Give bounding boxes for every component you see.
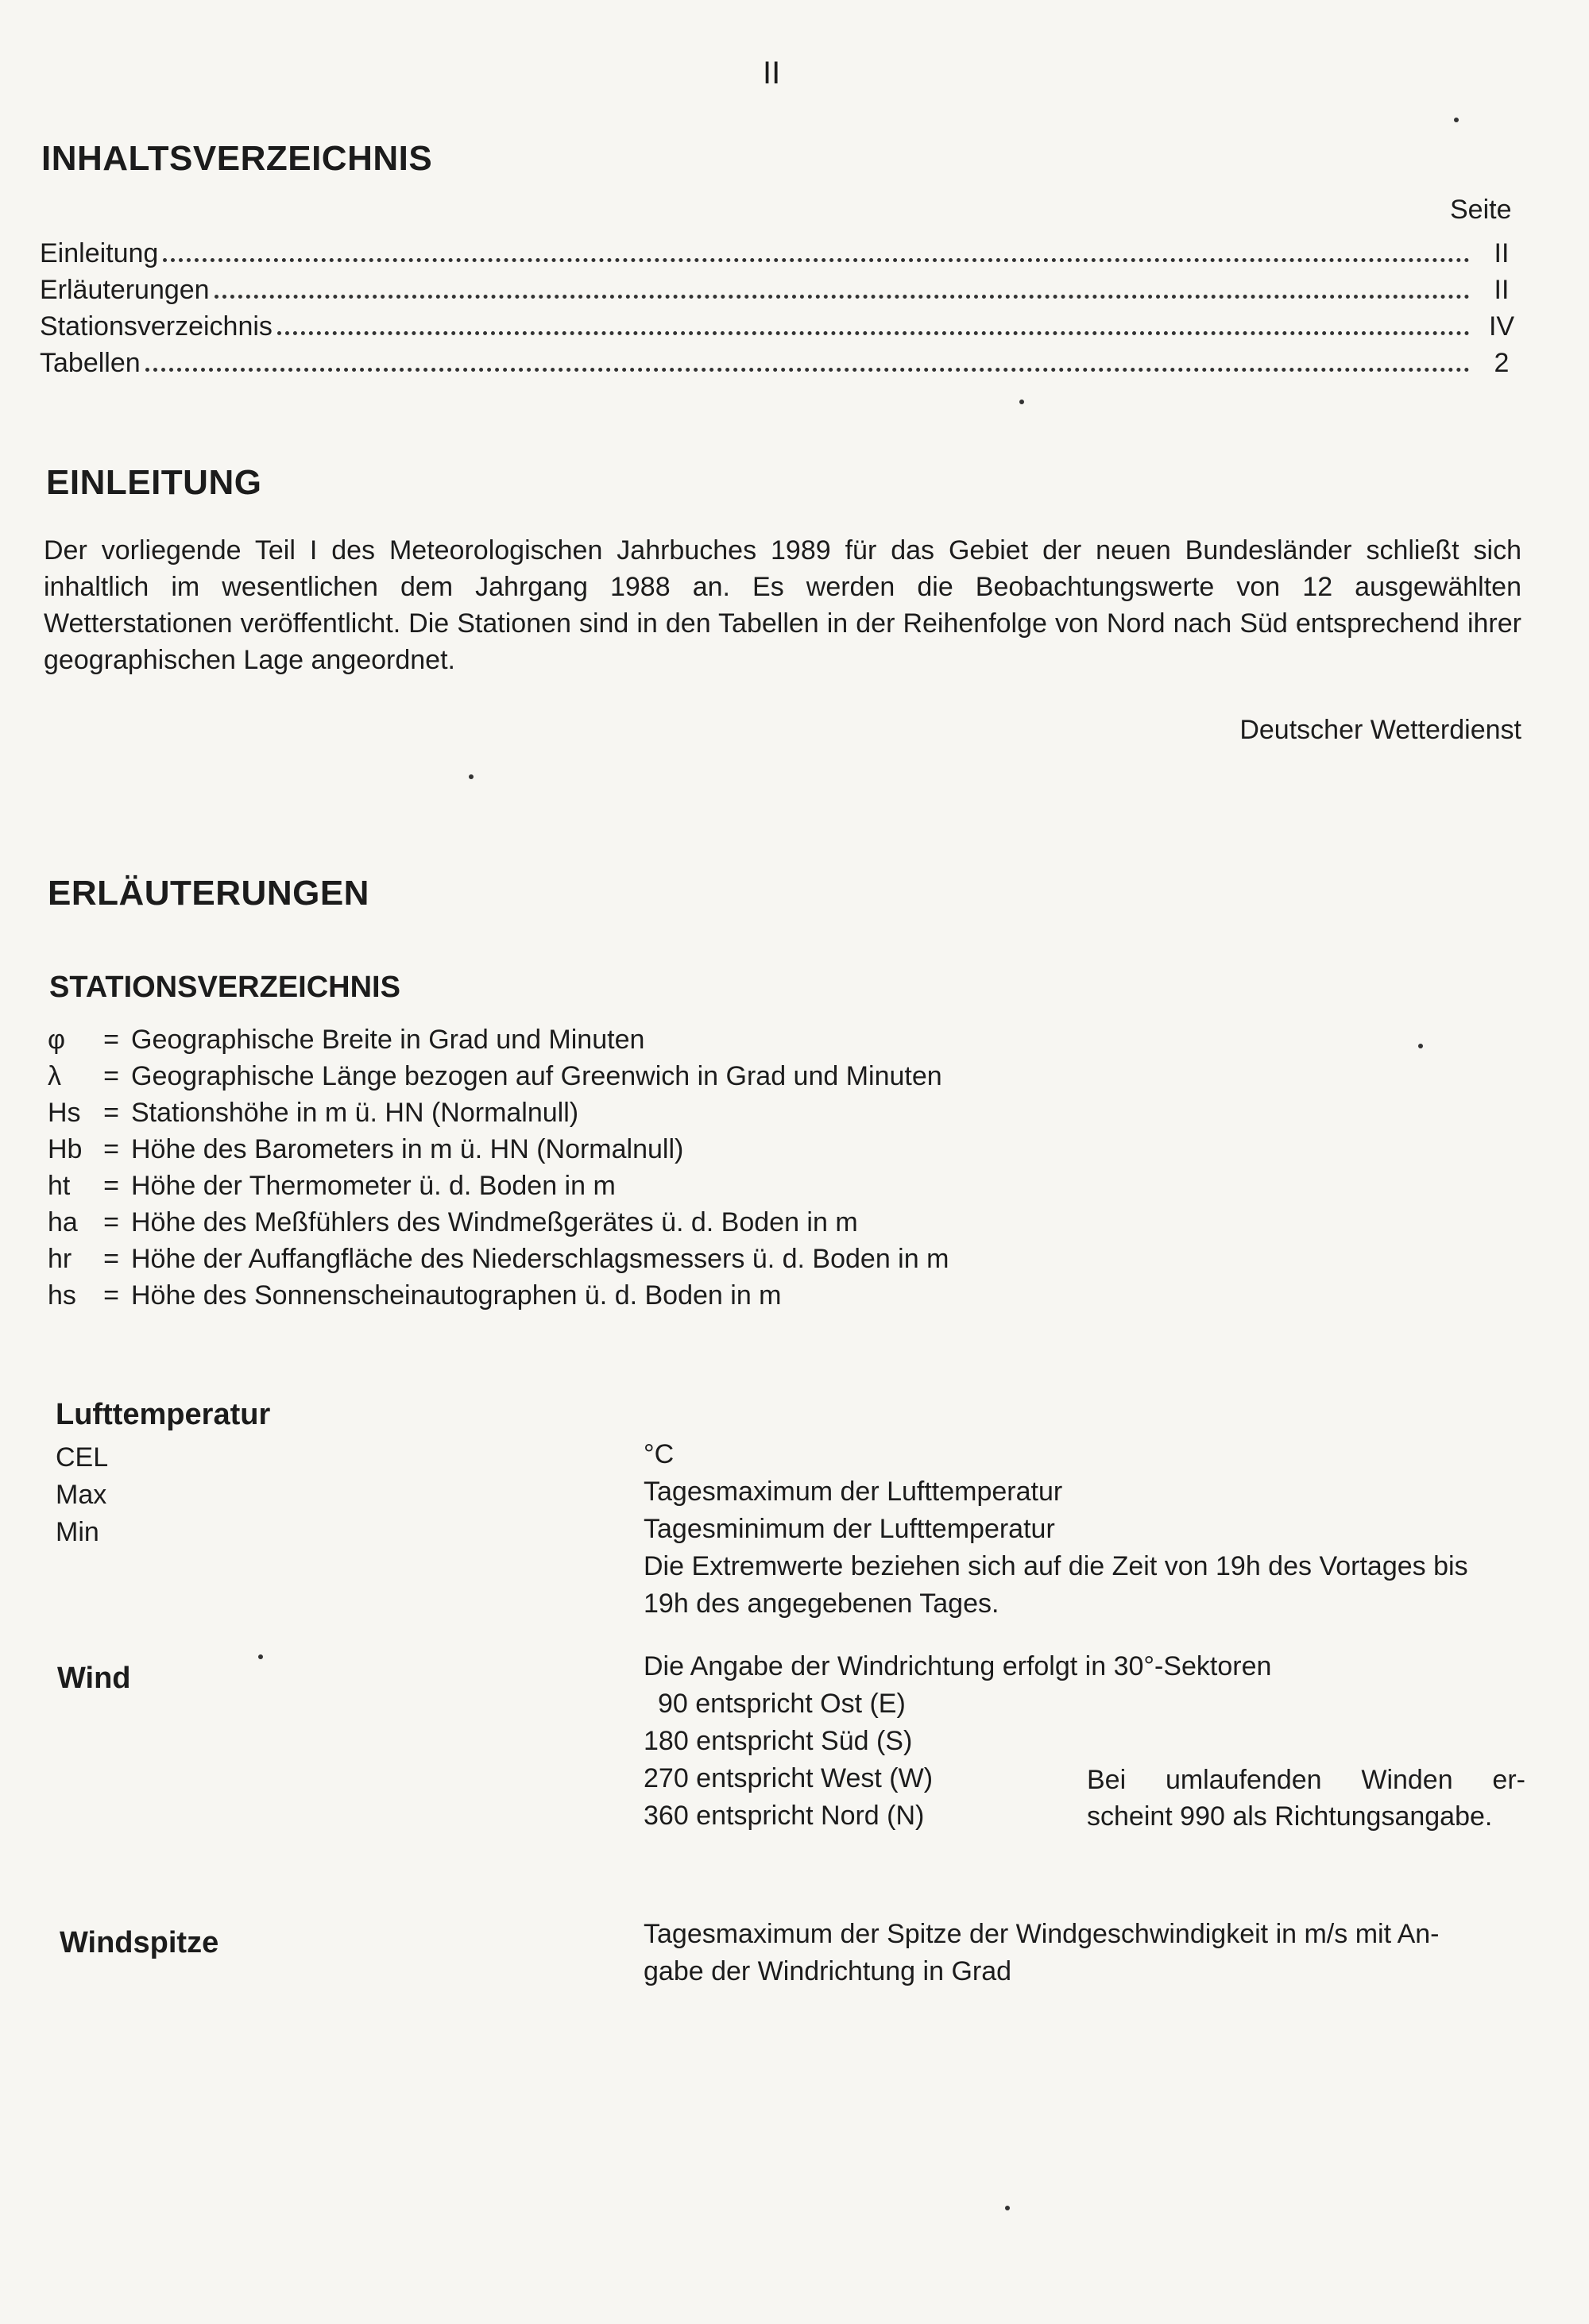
- station-legend-row: [48, 1207, 949, 1244]
- einleitung-text: Der vorliegende Teil I des Meteorologischen Jahrbuches 1989 für das Gebiet der neuen Bundesländer schließt sich inhaltlich im wesentlichen dem Jahrgang 1988 an. Es werden die Beobachtungswerte von 12 ausgewählten Wetterstationen veröffentlicht. Die Stationen sind in den Tabellen in der Reihenfolge von Nord nach Süd entsprechend ihrer geographischen Lage angeordnet.: [44, 535, 1521, 675]
- toc-title: INHALTSVERZEICHNIS: [41, 139, 433, 178]
- toc-entry-page: IV: [1488, 311, 1515, 342]
- equals-sign: =: [103, 1134, 119, 1164]
- temp-note-line: Die Extremwerte beziehen sich auf die Zeit von 19h des Vortages bis: [644, 1551, 1468, 1581]
- legend-symbol: Hb: [48, 1134, 83, 1164]
- station-legend: [48, 1025, 949, 1317]
- einleitung-title: EINLEITUNG: [46, 463, 262, 502]
- legend-text: Höhe der Thermometer ü. d. Boden in m: [131, 1171, 616, 1201]
- toc-list: [40, 238, 1525, 384]
- legend-symbol: ht: [48, 1171, 71, 1201]
- legend-text: Höhe des Meßfühlers des Windmeßgerätes ü. d. Boden in m: [131, 1207, 858, 1237]
- lufttemperatur-title: Lufttemperatur: [56, 1398, 271, 1431]
- windspitze-line: gabe der Windrichtung in Grad: [644, 1956, 1012, 1986]
- toc-page-header: Seite: [1450, 195, 1512, 225]
- station-legend-row: [48, 1171, 949, 1207]
- equals-sign: =: [103, 1098, 119, 1128]
- wind-direction: 90 entspricht Ost (E): [658, 1689, 906, 1719]
- toc-leader-dots: [277, 331, 1470, 335]
- equals-sign: =: [103, 1207, 119, 1237]
- legend-symbol: hr: [48, 1244, 72, 1274]
- scan-speck: [1019, 400, 1024, 404]
- legend-text: Geographische Länge bezogen auf Greenwich in Grad und Minuten: [131, 1061, 942, 1091]
- scan-speck: [1454, 118, 1459, 122]
- toc-entry-label: Einleitung: [40, 238, 159, 268]
- toc-leader-dots: [145, 368, 1470, 372]
- legend-symbol: λ: [48, 1061, 61, 1091]
- windspitze-title: Windspitze: [60, 1926, 219, 1959]
- station-legend-row: [48, 1061, 949, 1098]
- toc-entry: [40, 275, 1525, 311]
- equals-sign: =: [103, 1025, 119, 1055]
- toc-entry: [40, 311, 1525, 348]
- toc-entry-page: II: [1494, 238, 1510, 268]
- wind-title: Wind: [57, 1662, 131, 1695]
- scan-speck: [469, 774, 474, 779]
- station-legend-row: [48, 1025, 949, 1061]
- temp-key: Max: [56, 1480, 107, 1510]
- legend-text: Höhe des Sonnenscheinautographen ü. d. Boden in m: [131, 1280, 782, 1311]
- legend-symbol: φ: [48, 1025, 66, 1055]
- legend-text: Stationshöhe in m ü. HN (Normalnull): [131, 1098, 579, 1128]
- toc-entry: [40, 348, 1525, 384]
- toc-leader-dots: [215, 295, 1470, 299]
- temp-note-line: 19h des angegebenen Tages.: [644, 1589, 999, 1619]
- station-legend-row: [48, 1134, 949, 1171]
- equals-sign: =: [103, 1171, 119, 1201]
- wind-direction: 270 entspricht West (W): [644, 1763, 934, 1793]
- temp-key: Min: [56, 1517, 99, 1547]
- station-legend-row: [48, 1280, 949, 1317]
- toc-entry: [40, 238, 1525, 275]
- legend-text: Höhe der Auffangfläche des Niederschlagsmessers ü. d. Boden in m: [131, 1244, 949, 1274]
- station-legend-row: [48, 1244, 949, 1280]
- toc-leader-dots: [163, 258, 1470, 262]
- toc-entry-label: Stationsverzeichnis: [40, 311, 273, 342]
- toc-entry-label: Tabellen: [40, 348, 141, 378]
- legend-symbol: Hs: [48, 1098, 81, 1128]
- wind-note-line: Bei umlaufenden Winden er-: [1087, 1765, 1525, 1795]
- wind-direction: 360 entspricht Nord (N): [644, 1801, 925, 1831]
- equals-sign: =: [103, 1244, 119, 1274]
- legend-symbol: hs: [48, 1280, 76, 1311]
- erlaeuterungen-title: ERLÄUTERUNGEN: [48, 874, 369, 913]
- wind-intro: Die Angabe der Windrichtung erfolgt in 30°-Sektoren: [644, 1651, 1272, 1681]
- wind-direction: 180 entspricht Süd (S): [644, 1726, 913, 1756]
- toc-entry-page: 2: [1494, 348, 1510, 378]
- temp-desc: Tagesminimum der Lufttemperatur: [644, 1514, 1055, 1544]
- scan-speck: [258, 1654, 263, 1659]
- temp-desc: °C: [644, 1439, 675, 1469]
- legend-symbol: ha: [48, 1207, 78, 1237]
- page-number: II: [763, 56, 781, 91]
- windspitze-description: [644, 1916, 1517, 1990]
- toc-entry-page: II: [1494, 275, 1510, 305]
- station-legend-row: [48, 1098, 949, 1134]
- temp-desc: Tagesmaximum der Lufttemperatur: [644, 1477, 1063, 1507]
- wind-note-line: scheint 990 als Richtungsangabe.: [1087, 1801, 1493, 1832]
- legend-text: Höhe des Barometers in m ü. HN (Normalnull): [131, 1134, 684, 1164]
- scan-speck: [1418, 1044, 1423, 1048]
- lufttemperatur-descriptions: [644, 1436, 1468, 1623]
- toc-entry-label: Erläuterungen: [40, 275, 210, 305]
- windspitze-line: Tagesmaximum der Spitze der Windgeschwindigkeit in m/s mit An-: [644, 1919, 1440, 1949]
- signature: Deutscher Wetterdienst: [1239, 715, 1521, 745]
- equals-sign: =: [103, 1061, 119, 1091]
- legend-text: Geographische Breite in Grad und Minuten: [131, 1025, 645, 1055]
- equals-sign: =: [103, 1280, 119, 1311]
- lufttemperatur-keys: [56, 1439, 108, 1551]
- temp-key: CEL: [56, 1442, 109, 1473]
- stationsverzeichnis-title: STATIONSVERZEICHNIS: [49, 971, 400, 1004]
- wind-note: [1087, 1762, 1525, 1835]
- scan-speck: [1005, 2206, 1010, 2210]
